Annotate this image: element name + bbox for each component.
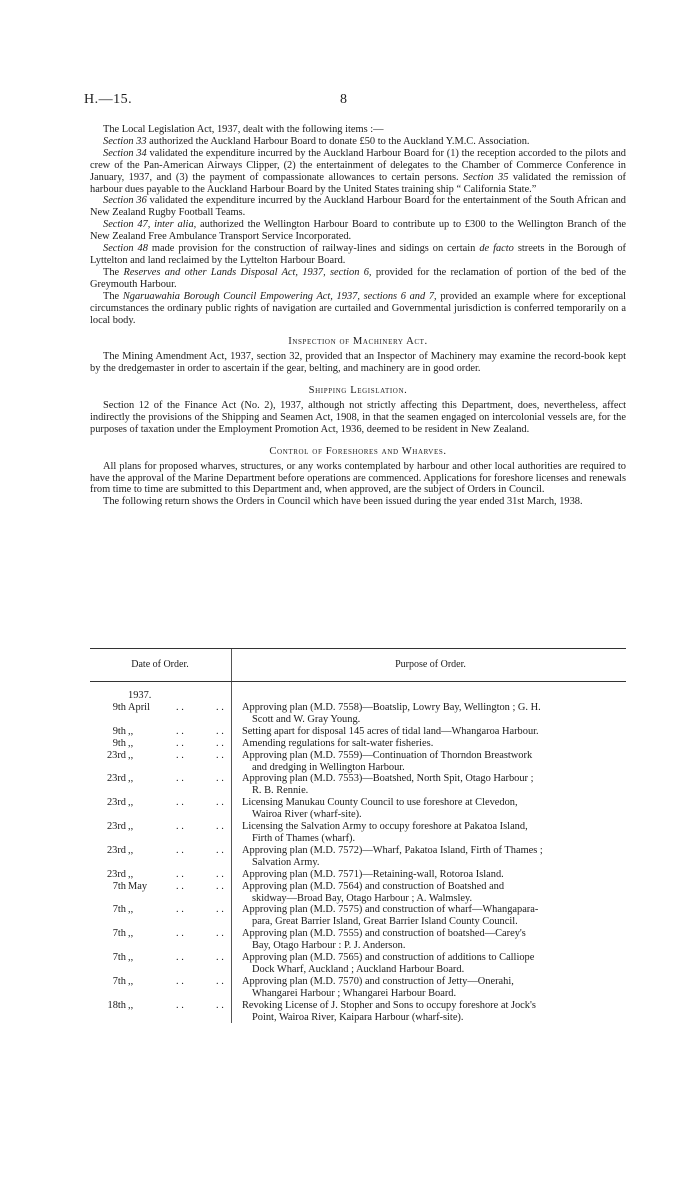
- order-date: [90, 869, 231, 881]
- order-purpose: [242, 952, 626, 976]
- order-purpose: [242, 881, 626, 905]
- purpose-line: Approving plan (M.D. 7559)—Continuation of Thorndon Breastwork: [242, 749, 533, 761]
- purpose-line: Approving plan (M.D. 7564) and construction of Boatshed and: [242, 880, 505, 892]
- section-47-paragraph: [90, 219, 626, 243]
- leader-dots: . .: [216, 999, 224, 1011]
- body-text: [90, 124, 626, 508]
- purpose-line-continued: para, Great Barrier Island, Great Barrier Island County Council.: [252, 916, 518, 928]
- leader-dots: . .: [176, 952, 184, 964]
- order-purpose: [242, 797, 626, 821]
- section-text: The: [103, 290, 123, 302]
- purpose-line: Approving plan (M.D. 7555) and construction of boatshed—Carey's: [242, 928, 526, 940]
- order-day: 7th: [112, 928, 126, 940]
- order-day: 7th: [112, 975, 126, 987]
- purpose-line-continued: Point, Wairoa River, Kaipara Harbour (wharf-site).: [252, 1011, 464, 1023]
- order-date: [90, 702, 231, 714]
- order-day: 23rd: [106, 773, 126, 785]
- table-row: [90, 928, 626, 952]
- leader-dots: . .: [176, 880, 184, 892]
- order-date: [90, 726, 231, 738]
- section-text: authorized the Wellington Harbour Board to contribute up to £300 to the Wellington Branch of the New Zealand Free Ambulance Transport Service Incorporated.: [90, 219, 626, 243]
- table-row: [90, 726, 626, 738]
- purpose-line-continued: Whangarei Harbour ; Whangarei Harbour Board.: [252, 987, 457, 999]
- table-row: [90, 821, 626, 845]
- purpose-line-continued: Scott and W. Gray Young.: [252, 713, 361, 725]
- order-month: ,,: [128, 797, 134, 809]
- section-label: Section 34: [103, 147, 147, 159]
- order-month: ,,: [128, 844, 134, 856]
- leader-dots: . .: [176, 749, 184, 761]
- order-date: [90, 904, 231, 916]
- order-date: [90, 1000, 231, 1012]
- table-row: [90, 881, 626, 905]
- order-month: ,,: [128, 928, 134, 940]
- machinery-heading: Inspection of Machinery Act.: [288, 336, 428, 348]
- table-row: [90, 904, 626, 928]
- table-row: [90, 797, 626, 821]
- reserves-act-paragraph: [90, 267, 626, 291]
- leader-dots: . .: [216, 904, 224, 916]
- purpose-line: Approving plan (M.D. 7558)—Boatslip, Lowry Bay, Wellington ; G. H.: [242, 702, 541, 713]
- order-purpose: [242, 773, 626, 797]
- order-date: [90, 821, 231, 833]
- section-text: validated the remission of harbour dues payable to the Auckland Harbour Board by the United States training ship “ California State.”: [90, 171, 626, 195]
- order-day: 9th: [112, 725, 126, 737]
- purpose-line-continued: Dock Wharf, Auckland ; Auckland Harbour Board.: [252, 963, 465, 975]
- table-body: [90, 682, 626, 1023]
- return-intro-paragraph: The following return shows the Orders in Council which have been issued during the year ended 31st March, 1938.: [103, 496, 583, 508]
- purpose-column-header: Purpose of Order.: [395, 659, 466, 670]
- order-day: 7th: [112, 880, 126, 892]
- order-day: 7th: [112, 952, 126, 964]
- section-label: Section 35: [463, 171, 509, 183]
- section-text: validated the expenditure incurred by the Auckland Harbour Board for the entertainment of the South African and New Zealand Rugby Football Teams.: [90, 195, 626, 219]
- order-purpose: [242, 869, 626, 881]
- section-label: Section 48: [103, 243, 148, 255]
- order-month: May: [128, 880, 148, 892]
- order-month: ,,: [128, 904, 134, 916]
- section-text: provided an example where for exceptional circumstances the ordinary public rights of navigation are curtailed and Governmental jurisdiction is conferred temporarily on a local body.: [90, 290, 626, 326]
- order-date: [90, 928, 231, 940]
- order-month: ,,: [128, 952, 134, 964]
- order-purpose: [242, 750, 626, 774]
- purpose-line-continued: Firth of Thames (wharf).: [252, 832, 356, 844]
- order-month: ,,: [128, 999, 134, 1011]
- leader-dots: . .: [216, 725, 224, 737]
- order-day: 9th: [112, 737, 126, 749]
- order-month: ,,: [128, 773, 134, 785]
- foreshores-heading: Control of Foreshores and Wharves.: [269, 445, 447, 457]
- section-text: The: [103, 266, 124, 278]
- leader-dots: . .: [216, 844, 224, 856]
- section-33-paragraph: [90, 136, 626, 148]
- purpose-line-continued: skidway—Broad Bay, Otago Harbour ; A. Walmsley.: [252, 892, 473, 904]
- order-day: 23rd: [106, 749, 126, 761]
- section-48-paragraph: [90, 243, 626, 267]
- shipping-heading: Shipping Legislation.: [308, 385, 408, 397]
- leader-dots: . .: [176, 821, 184, 833]
- order-day: 7th: [112, 904, 126, 916]
- order-purpose: [242, 976, 626, 1000]
- leader-dots: . .: [216, 702, 224, 713]
- leader-dots: . .: [176, 797, 184, 809]
- leader-dots: . .: [216, 821, 224, 833]
- leader-dots: . .: [176, 702, 184, 713]
- section-text: authorized the Auckland Harbour Board to donate £50 to the Auckland Y.M.C. Association.: [146, 135, 530, 147]
- order-purpose: [242, 928, 626, 952]
- intro-paragraph: The Local Legislation Act, 1937, dealt with the following items :—: [103, 124, 384, 135]
- purpose-line-continued: Bay, Otago Harbour : P. J. Anderson.: [252, 940, 406, 952]
- order-date: [90, 881, 231, 893]
- leader-dots: . .: [176, 737, 184, 749]
- purpose-line-continued: and dredging in Wellington Harbour.: [252, 761, 405, 773]
- purpose-line: Revoking License of J. Stopher and Sons to occupy foreshore at Jock's: [242, 999, 536, 1011]
- order-month: ,,: [128, 821, 134, 833]
- order-purpose: [242, 726, 626, 738]
- year-text: 1937.: [128, 690, 152, 701]
- order-month: ,,: [128, 975, 134, 987]
- leader-dots: . .: [176, 928, 184, 940]
- section-text: validated the expenditure incurred by the Auckland Harbour Board for (1) the reception accorded to the pilots and crew of the Pan-American Airways Clipper, (2) the entertainment of delegates to the Chamber of Commerce Conference in January, 1937, and (3) the payment of compassionate allowances to certain persons.: [90, 147, 626, 183]
- leader-dots: . .: [216, 952, 224, 964]
- table-header: [90, 649, 626, 681]
- table-row: [90, 976, 626, 1000]
- order-day: 23rd: [106, 868, 126, 880]
- order-day: 23rd: [106, 797, 126, 809]
- purpose-line: Approving plan (M.D. 7571)—Retaining-wall, Rotoroa Island.: [242, 868, 504, 880]
- order-date: [90, 845, 231, 857]
- leader-dots: . .: [216, 737, 224, 749]
- purpose-line-continued: R. B. Rennie.: [252, 785, 309, 797]
- year-label: [90, 682, 626, 702]
- section-label: Section 33: [103, 135, 147, 147]
- order-purpose: [242, 904, 626, 928]
- order-day: 23rd: [106, 844, 126, 856]
- order-day: 9th: [112, 702, 126, 713]
- leader-dots: . .: [176, 725, 184, 737]
- order-date: [90, 976, 231, 988]
- section-text: provided for the reclamation of portion of the bed of the Greymouth Harbour.: [90, 266, 626, 290]
- section-label: Section 36: [103, 195, 147, 207]
- leader-dots: . .: [176, 975, 184, 987]
- order-purpose: [242, 1000, 626, 1024]
- column-divider: [231, 649, 232, 681]
- table-row: [90, 869, 626, 881]
- table-row: [90, 702, 626, 726]
- act-title: Ngaruawahia Borough Council Empowering Act, 1937, sections 6 and 7,: [122, 290, 437, 302]
- purpose-line: Licensing Manukau County Council to use foreshore at Clevedon,: [242, 797, 518, 809]
- leader-dots: . .: [176, 773, 184, 785]
- order-month: ,,: [128, 868, 134, 880]
- table-row: [90, 952, 626, 976]
- leader-dots: . .: [176, 844, 184, 856]
- leader-dots: . .: [216, 797, 224, 809]
- table-row: [90, 773, 626, 797]
- section-label: Section 47, inter alia,: [103, 219, 197, 231]
- order-day: 23rd: [106, 821, 126, 833]
- table-row: [90, 845, 626, 869]
- order-date: [90, 797, 231, 809]
- leader-dots: . .: [176, 868, 184, 880]
- table-row: [90, 750, 626, 774]
- leader-dots: . .: [176, 904, 184, 916]
- foreshores-paragraph: All plans for proposed wharves, structures, or any works contemplated by harbour and other local authorities are required to have the approval of the Marine Department before operations are commenced. Applications for foreshore licenses and renewals from time to time are submitted to this Department and, when approved, are the subject of Orders in Council.: [90, 460, 626, 496]
- order-date: [90, 738, 231, 750]
- italic-term: de facto: [479, 243, 514, 255]
- section-text: streets in the Borough of Lyttelton and land reclaimed by the Lyttelton Harbour Board.: [90, 243, 626, 266]
- act-title: Reserves and other Lands Disposal Act, 1937, section 6,: [123, 266, 372, 278]
- orders-table: [90, 648, 626, 1023]
- purpose-line: Approving plan (M.D. 7575) and construction of wharf—Whangapara-: [242, 904, 539, 916]
- table-row: [90, 738, 626, 750]
- section-text: made provision for the construction of railway-lines and sidings on certain: [147, 243, 480, 255]
- page-header: [84, 92, 630, 112]
- purpose-line-continued: Wairoa River (wharf-site).: [252, 809, 362, 821]
- document-reference: H.—15.: [84, 92, 133, 107]
- purpose-line-continued: Salvation Army.: [252, 856, 320, 868]
- leader-dots: . .: [216, 975, 224, 987]
- date-column-header: Date of Order.: [131, 659, 189, 670]
- order-purpose: [242, 821, 626, 845]
- order-month: ,,: [128, 725, 134, 737]
- order-purpose: [242, 702, 626, 726]
- ngaruawahia-act-paragraph: [90, 291, 626, 327]
- purpose-line: Setting apart for disposal 145 acres of tidal land—Whangaroa Harbour.: [242, 725, 539, 737]
- section-36-paragraph: [90, 195, 626, 219]
- order-date: [90, 773, 231, 785]
- order-month: April: [128, 702, 150, 713]
- purpose-line: Approving plan (M.D. 7572)—Wharf, Pakatoa Island, Firth of Thames ;: [242, 844, 543, 856]
- leader-dots: . .: [176, 999, 184, 1011]
- leader-dots: . .: [216, 868, 224, 880]
- leader-dots: . .: [216, 880, 224, 892]
- order-date: [90, 750, 231, 762]
- order-purpose: [242, 845, 626, 869]
- order-purpose: [242, 738, 626, 750]
- shipping-paragraph: Section 12 of the Finance Act (No. 2), 1937, although not strictly affecting this Department, does, nevertheless, affect indirectly the provisions of the Shipping and Seamen Act, 1908, in that the seamen engaged on intercolonial vessels are, for the purposes of taxation under the Employment Promotion Act, 1936, deemed to be resident in New Zealand.: [90, 400, 626, 435]
- page-number: 8: [340, 92, 347, 107]
- order-day: 18th: [107, 999, 126, 1011]
- leader-dots: . .: [216, 749, 224, 761]
- order-month: ,,: [128, 737, 134, 749]
- leader-dots: . .: [216, 928, 224, 940]
- purpose-line: Approving plan (M.D. 7553)—Boatshed, North Spit, Otago Harbour ;: [242, 773, 534, 785]
- purpose-line: Amending regulations for salt-water fisheries.: [242, 737, 434, 749]
- leader-dots: . .: [216, 773, 224, 785]
- purpose-line: Approving plan (M.D. 7570) and construction of Jetty—Onerahi,: [242, 975, 514, 987]
- order-month: ,,: [128, 749, 134, 761]
- section-34-paragraph: [90, 148, 626, 196]
- purpose-line: Licensing the Salvation Army to occupy foreshore at Pakatoa Island,: [242, 821, 528, 833]
- machinery-paragraph: The Mining Amendment Act, 1937, section 32, provided that an Inspector of Machinery may examine the record-book kept by the dredgemaster in order to ascertain if the gear, belting, and machinery are in good order.: [90, 351, 626, 375]
- purpose-line: Approving plan (M.D. 7565) and construction of additions to Calliope: [242, 952, 535, 964]
- table-row: [90, 1000, 626, 1024]
- order-date: [90, 952, 231, 964]
